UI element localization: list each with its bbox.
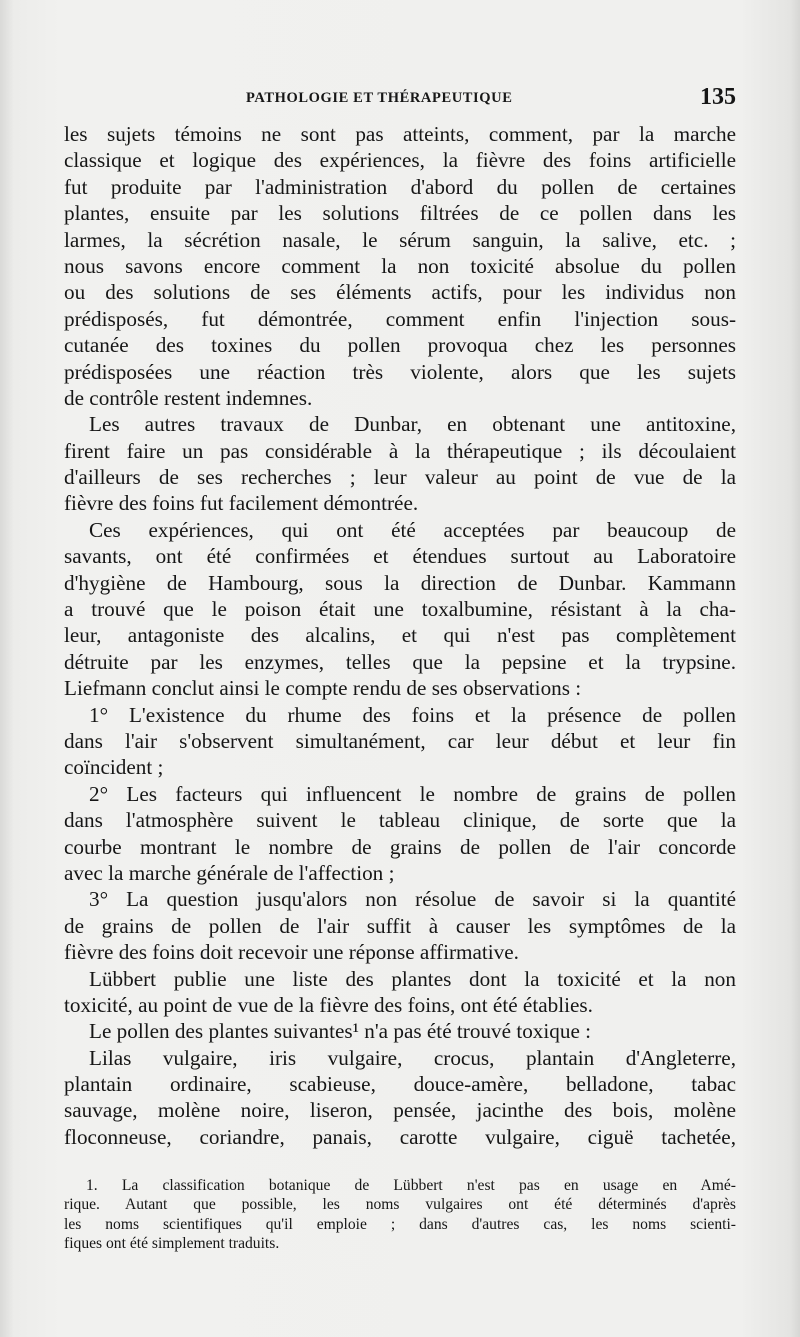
text-line: fièvre des foins doit recevoir une réponse affirmative. xyxy=(64,940,519,965)
text-line: prédisposés, fut démontrée, comment enfin l'injection sous- xyxy=(64,306,736,331)
text-line: classique et logique des expériences, la fièvre des foins artificielle xyxy=(64,148,736,173)
text-line: plantain ordinaire, scabieuse, douce-amère, belladone, tabac xyxy=(64,1072,736,1097)
body-text xyxy=(64,121,736,1150)
text-line: nous savons encore comment la non toxicité absolue du pollen xyxy=(64,253,736,278)
footnote-line: 1. La classification botanique de Lübbert n'est pas en usage en Amé- xyxy=(86,1177,736,1194)
text-line: fièvre des foins fut facilement démontrée. xyxy=(64,491,419,516)
text-line: Lübbert publie une liste des plantes dont la toxicité et la non xyxy=(89,966,736,991)
text-line: floconneuse, coriandre, panais, carotte vulgaire, ciguë tachetée, xyxy=(64,1124,736,1149)
text-line: détruite par les enzymes, telles que la pepsine et la trypsine. xyxy=(64,649,736,674)
text-line: firent faire un pas considérable à la thérapeutique ; ils découlaient xyxy=(64,438,736,463)
footnote-line: les noms scientifiques qu'il emploie ; dans d'autres cas, les noms scienti- xyxy=(64,1215,736,1233)
text-line: toxicité, au point de vue de la fièvre des foins, ont été établies. xyxy=(64,992,593,1017)
text-line: larmes, la sécrétion nasale, le sérum sanguin, la salive, etc. ; xyxy=(64,227,736,252)
footnote-line: rique. Autant que possible, les noms vulgaires ont été déterminés d'après xyxy=(64,1196,736,1214)
text-line: Lilas vulgaire, iris vulgaire, crocus, plantain d'Angleterre, xyxy=(89,1045,736,1070)
text-line: Le pollen des plantes suivantes¹ n'a pas été trouvé toxique : xyxy=(89,1019,592,1044)
footnote-line: fiques ont été simplement traduits. xyxy=(64,1234,280,1252)
footnotes xyxy=(64,1176,736,1253)
text-line: prédisposées une réaction très violente, alors que les sujets xyxy=(64,359,736,384)
text-line: savants, ont été confirmées et étendues surtout au Laboratoire xyxy=(64,544,736,569)
text-line: Les autres travaux de Dunbar, en obtenant une antitoxine, xyxy=(89,412,736,437)
text-line: cutanée des toxines du pollen provoqua chez les personnes xyxy=(64,333,736,358)
text-line: 3° La question jusqu'alors non résolue de savoir si la quantité xyxy=(89,887,736,912)
text-line: 2° Les facteurs qui influencent le nombre de grains de pollen xyxy=(89,781,736,806)
running-header xyxy=(64,86,736,110)
text-line: a trouvé que le poison était une toxalbumine, résistant à la cha- xyxy=(64,597,736,622)
text-line: d'hygiène de Hambourg, sous la direction de Dunbar. Kammann xyxy=(64,570,736,595)
text-line: dans l'air s'observent simultanément, car leur début et leur fin xyxy=(64,728,736,753)
text-line: ou des solutions de ses éléments actifs, pour les individus non xyxy=(64,280,736,305)
text-line: d'ailleurs de ses recherches ; leur valeur au point de vue de la xyxy=(64,465,736,490)
text-line: avec la marche générale de l'affection ; xyxy=(64,860,395,885)
text-line: leur, antagoniste des alcalins, et qui n'est pas complètement xyxy=(64,623,736,648)
page-number: 135 xyxy=(700,84,736,110)
text-line: plantes, ensuite par les solutions filtrées de ce pollen dans les xyxy=(64,201,736,226)
text-line: Liefmann conclut ainsi le compte rendu de ses observations : xyxy=(64,676,582,701)
text-line: sauvage, molène noire, liseron, pensée, jacinthe des bois, molène xyxy=(64,1098,736,1123)
text-line: 1° L'existence du rhume des foins et la présence de pollen xyxy=(89,702,736,727)
text-line: de grains de pollen de l'air suffit à causer les symptômes de la xyxy=(64,913,736,938)
text-line: coïncident ; xyxy=(64,755,164,780)
text-line: courbe montrant le nombre de grains de pollen de l'air concorde xyxy=(64,834,736,859)
text-line: les sujets témoins ne sont pas atteints, comment, par la marche xyxy=(64,122,736,146)
text-line: de contrôle restent indemnes. xyxy=(64,385,313,410)
text-line: Ces expériences, qui ont été acceptées par beaucoup de xyxy=(89,517,736,542)
text-line: dans l'atmosphère suivent le tableau clinique, de sorte que la xyxy=(64,808,736,833)
running-title: PATHOLOGIE ET THÉRAPEUTIQUE xyxy=(246,90,513,106)
text-line: fut produite par l'administration d'abord du pollen de certaines xyxy=(64,174,736,199)
